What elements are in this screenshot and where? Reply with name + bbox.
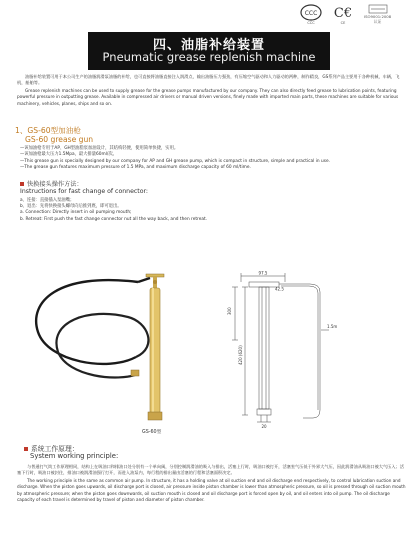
- ccc-logo: [300, 4, 322, 25]
- section2-heading: [24, 446, 118, 461]
- iso-line-1: ISO9001:2008: [364, 14, 392, 19]
- section2-title-en: System working principle:: [30, 452, 119, 461]
- dim-bottom: 20: [261, 424, 267, 429]
- dim-height: 420 (620): [238, 345, 243, 365]
- connector-line: a、连接：直接插入泵油嘴；: [20, 197, 75, 203]
- section2-body: [17, 464, 407, 503]
- section2-en: The working principle is the same as common air pump. In structure, it has a holding valve at oil suction end and oil discharge end respectively, to control lubrication suction and discharge. When the piston goes upwards, oil discharge port is closed, air pressure inside piston chamber is lower than atmospheric pressure, so oil is pressed through oil suction mouth by atmospheric pressure; when the piston goes downwards, oil suction mouth is closed and oil discharge port is forced open by oil, and oil enters into oil pump. The oil discharge capacity of each travel is determined by travel of piston and diameter of piston chamber.: [17, 477, 406, 503]
- dim-width: 42.5: [275, 286, 284, 292]
- ccc-label: CCC: [307, 21, 315, 25]
- grease-gun-illustration: [18, 262, 183, 432]
- bullet-icon: [24, 447, 28, 451]
- ccc-mark-icon: [300, 4, 322, 21]
- iso-line-2: 认证: [373, 19, 382, 24]
- spec-line: —该加油枪最大压力1.5Mpa，最大排量60ml/次。: [20, 152, 117, 158]
- dim-top-width: 97.5: [258, 270, 268, 276]
- section1-heading: [15, 126, 93, 144]
- dim-left: 300: [227, 307, 232, 315]
- dimension-drawing: [225, 270, 345, 430]
- title-banner: [88, 32, 330, 70]
- intro-en: Grease replenish machines can be used to supply grease for the grease pumps manufactured by our company. They can also directly feed grease to lubrication points, featuring powerful pressure in outputting grease. Available in compressed air drivers or manual driven versions, finely made with imported main parts, these machines are suitable for various machinery, vehicles, planes, ships and so on.: [17, 87, 399, 106]
- section1-title-en: GS-60 grease gun: [25, 135, 94, 144]
- dim-side: 1.5m: [327, 324, 338, 329]
- spec-line: —The grease gun features maximum pressure of 1.5 MPa, and maximum discharge capacity of 60 ml/time.: [20, 164, 251, 170]
- spec-line: —该加油枪专用于AP、GH型油脂泵加油设计，其结构轻便，使用简单快捷，实用。: [20, 146, 179, 151]
- section1-title-cn: 1、GS-60型加油枪: [15, 126, 81, 135]
- connector-title-en: Instructions for fast change of connector:: [20, 188, 149, 196]
- svg-text:C€: C€: [333, 6, 353, 21]
- connector-instructions: [20, 181, 405, 223]
- connector-title-cn: 快换接头操作方法：: [20, 181, 405, 188]
- page-title-en: Pneumatic grease replenish machine: [102, 50, 316, 64]
- ce-logo: [331, 4, 355, 25]
- iso-logo: [364, 4, 391, 25]
- ce-label: CE: [340, 21, 346, 25]
- figure-caption: GS-60型: [142, 430, 162, 435]
- bullet-icon: [20, 182, 24, 186]
- intro-cn: 油脂补给装置可用于本公司生产的油脂润滑泵油脂的补给，也可直接将油脂直接注入润滑点，输出油脂压力强劲，有压缩空气驱动和人力驱动的两种，制作精良，GS系列产品主要用于各种机械，车辆，飞机，船舶等。: [17, 74, 400, 86]
- section2-cn: 与普通打气筒工作原理相同，结构上在吸油口和排油口处分别有一个单向阀，分别控制润滑油的吸入与排出，活塞上行时，吸油口被打开，活塞室气压低于外界大气压，因此润滑油从吸油口被大气压入；活塞下行时，吸油口被封住，排油口被润滑油强行打开，而进入油泵内，每行程的排出量由活塞的行程和活塞面积决定。: [17, 464, 404, 476]
- iso-mark-icon: [367, 4, 389, 14]
- page-title-cn: 四、油脂补给装置: [152, 38, 265, 53]
- spec-line: —This grease gun is specially designed by our company for AP and GH grease pump, which is compact in structure, simple and practical in use.: [20, 158, 330, 164]
- connector-line: b. Retreat: First push the fast change connector nut all the way back, and then retreat.: [20, 216, 208, 222]
- section2-title-cn: 系统工作原理：: [24, 446, 118, 453]
- connector-line: b、退出：先将快换接头螺母向后推到底，即可退出。: [20, 204, 122, 210]
- certification-logos: [300, 4, 391, 25]
- intro-paragraph: [17, 74, 407, 107]
- connector-line: a. Connection: Directly insert in oil pumping mouth;: [20, 210, 132, 216]
- grease-gun-photo: [18, 262, 183, 432]
- section1-specs: [20, 146, 405, 171]
- svg-text:CCC: CCC: [304, 10, 318, 17]
- technical-drawing: [225, 270, 345, 430]
- ce-mark-icon: [331, 4, 355, 21]
